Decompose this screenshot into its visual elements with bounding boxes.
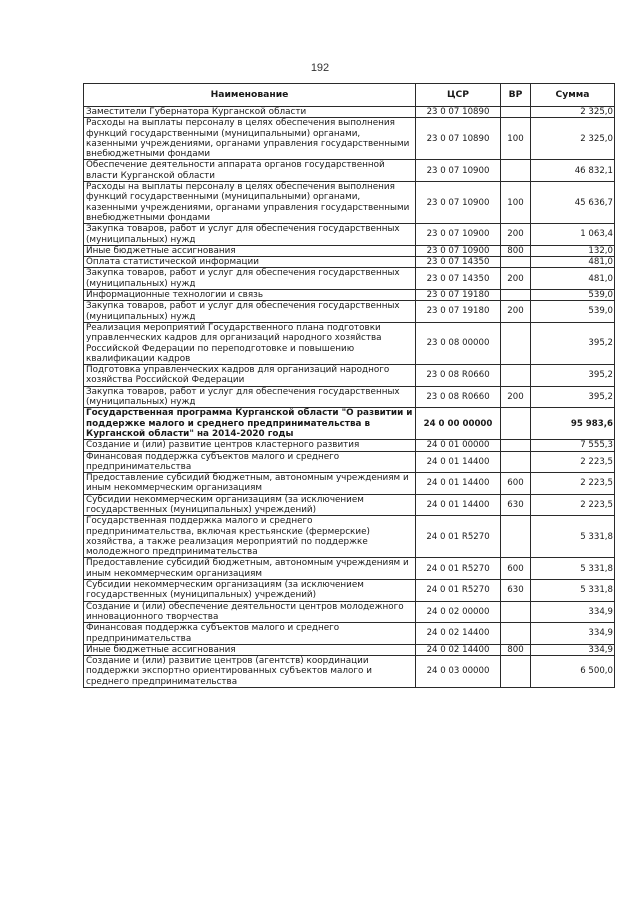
row-csr-cell: 24 0 02 14400 bbox=[416, 644, 501, 655]
table-row bbox=[84, 107, 615, 118]
row-sum-cell: 5 331,8 bbox=[531, 580, 615, 602]
row-csr-cell: 23 0 08 R0660 bbox=[416, 386, 501, 408]
table-row bbox=[84, 580, 615, 602]
row-name-cell: Иные бюджетные ассигнования bbox=[84, 644, 416, 655]
table-row bbox=[84, 365, 615, 387]
row-csr-cell: 24 0 00 00000 bbox=[416, 408, 501, 440]
table-row bbox=[84, 268, 615, 290]
row-name-cell: Финансовая поддержка субъектов малого и среднего предпринимательства bbox=[84, 451, 416, 473]
row-vr-cell: 630 bbox=[501, 494, 531, 516]
row-vr-cell bbox=[501, 160, 531, 182]
row-csr-cell: 23 0 07 19180 bbox=[416, 301, 501, 323]
row-sum-cell: 481,0 bbox=[531, 268, 615, 290]
row-name-cell: Предоставление субсидий бюджетным, автономным учреждениям и иным некоммерческим организациям bbox=[84, 473, 416, 495]
row-name-cell: Расходы на выплаты персоналу в целях обеспечения выполнения функций государственными (муниципальными) органами, казенными учреждениями, органами управления государственными внебюджетными фондами bbox=[84, 182, 416, 224]
row-sum-cell: 395,2 bbox=[531, 386, 615, 408]
row-name-cell: Иные бюджетные ассигнования bbox=[84, 245, 416, 256]
row-csr-cell: 24 0 01 14400 bbox=[416, 494, 501, 516]
row-csr-cell: 23 0 07 10900 bbox=[416, 182, 501, 224]
table-row bbox=[84, 451, 615, 473]
table-row bbox=[84, 644, 615, 655]
row-vr-cell bbox=[501, 516, 531, 558]
row-vr-cell bbox=[501, 656, 531, 688]
row-sum-cell: 5 331,8 bbox=[531, 516, 615, 558]
row-name-cell: Подготовка управленческих кадров для организаций народного хозяйства Российской Федерации bbox=[84, 365, 416, 387]
row-csr-cell: 24 0 01 14400 bbox=[416, 473, 501, 495]
table-header-row bbox=[84, 84, 615, 107]
row-sum-cell: 2 325,0 bbox=[531, 118, 615, 160]
row-name-cell: Реализация мероприятий Государственного плана подготовки управленческих кадров для организаций народного хозяйства Российской Федерации по переподготовке и повышению квалификации кадров bbox=[84, 322, 416, 364]
row-name-cell: Государственная поддержка малого и среднего предпринимательства, включая крестьянские (фермерские) хозяйства, а также реализация мероприятий по поддержке молодежного предпринимательства bbox=[84, 516, 416, 558]
row-sum-cell: 6 500,0 bbox=[531, 656, 615, 688]
row-csr-cell: 24 0 01 00000 bbox=[416, 440, 501, 451]
table-body bbox=[84, 107, 615, 688]
row-vr-cell: 600 bbox=[501, 558, 531, 580]
row-vr-cell: 200 bbox=[501, 268, 531, 290]
table-row bbox=[84, 408, 615, 440]
table-row bbox=[84, 257, 615, 268]
row-name-cell: Обеспечение деятельности аппарата органов государственной власти Курганской области bbox=[84, 160, 416, 182]
row-vr-cell bbox=[501, 601, 531, 623]
row-csr-cell: 23 0 08 00000 bbox=[416, 322, 501, 364]
row-sum-cell: 481,0 bbox=[531, 257, 615, 268]
row-csr-cell: 23 0 07 14350 bbox=[416, 268, 501, 290]
table-row bbox=[84, 473, 615, 495]
row-csr-cell: 24 0 02 14400 bbox=[416, 623, 501, 645]
row-vr-cell bbox=[501, 290, 531, 301]
row-vr-cell bbox=[501, 440, 531, 451]
row-sum-cell: 7 555,3 bbox=[531, 440, 615, 451]
table-row bbox=[84, 322, 615, 364]
table-row bbox=[84, 386, 615, 408]
row-name-cell: Государственная программа Курганской области "О развитии и поддержке малого и среднего предпринимательства в Курганской области" на 2014-2020 годы bbox=[84, 408, 416, 440]
row-vr-cell bbox=[501, 107, 531, 118]
row-name-cell: Закупка товаров, работ и услуг для обеспечения государственных (муниципальных) нужд bbox=[84, 224, 416, 246]
row-vr-cell: 600 bbox=[501, 473, 531, 495]
table-row bbox=[84, 245, 615, 256]
row-csr-cell: 24 0 01 R5270 bbox=[416, 558, 501, 580]
row-name-cell: Предоставление субсидий бюджетным, автономным учреждениям и иным некоммерческим организациям bbox=[84, 558, 416, 580]
row-name-cell: Оплата статистической информации bbox=[84, 257, 416, 268]
row-sum-cell: 395,2 bbox=[531, 365, 615, 387]
table-row bbox=[84, 160, 615, 182]
table-row bbox=[84, 656, 615, 688]
row-csr-cell: 23 0 07 10900 bbox=[416, 245, 501, 256]
row-sum-cell: 132,0 bbox=[531, 245, 615, 256]
row-sum-cell: 2 223,5 bbox=[531, 451, 615, 473]
row-vr-cell: 200 bbox=[501, 301, 531, 323]
row-name-cell: Создание и (или) развитие центров (агентств) координации поддержки экспортно ориентированных субъектов малого и среднего предпринимательства bbox=[84, 656, 416, 688]
row-vr-cell: 200 bbox=[501, 386, 531, 408]
row-csr-cell: 24 0 01 R5270 bbox=[416, 580, 501, 602]
row-vr-cell: 100 bbox=[501, 182, 531, 224]
row-vr-cell bbox=[501, 623, 531, 645]
row-csr-cell: 23 0 07 10890 bbox=[416, 118, 501, 160]
row-name-cell: Заместители Губернатора Курганской области bbox=[84, 107, 416, 118]
row-sum-cell: 95 983,6 bbox=[531, 408, 615, 440]
row-name-cell: Закупка товаров, работ и услуг для обеспечения государственных (муниципальных) нужд bbox=[84, 301, 416, 323]
row-vr-cell: 800 bbox=[501, 644, 531, 655]
row-vr-cell bbox=[501, 365, 531, 387]
header-sum: Сумма bbox=[531, 84, 615, 107]
row-sum-cell: 539,0 bbox=[531, 290, 615, 301]
row-sum-cell: 5 331,8 bbox=[531, 558, 615, 580]
table-row bbox=[84, 290, 615, 301]
row-vr-cell: 800 bbox=[501, 245, 531, 256]
row-sum-cell: 2 223,5 bbox=[531, 494, 615, 516]
row-name-cell: Субсидии некоммерческим организациям (за исключением государственных (муниципальных) учреждений) bbox=[84, 494, 416, 516]
table-row bbox=[84, 601, 615, 623]
row-name-cell: Расходы на выплаты персоналу в целях обеспечения выполнения функций государственными (муниципальными) органами, казенными учреждениями, органами управления государственными внебюджетными фондами bbox=[84, 118, 416, 160]
table-row bbox=[84, 558, 615, 580]
table-row bbox=[84, 623, 615, 645]
table-row bbox=[84, 224, 615, 246]
row-csr-cell: 24 0 03 00000 bbox=[416, 656, 501, 688]
row-csr-cell: 24 0 01 14400 bbox=[416, 451, 501, 473]
header-csr: ЦСР bbox=[416, 84, 501, 107]
row-sum-cell: 2 223,5 bbox=[531, 473, 615, 495]
table-row bbox=[84, 118, 615, 160]
row-sum-cell: 334,9 bbox=[531, 644, 615, 655]
row-sum-cell: 45 636,7 bbox=[531, 182, 615, 224]
row-csr-cell: 24 0 02 00000 bbox=[416, 601, 501, 623]
budget-table bbox=[83, 83, 615, 688]
table-row bbox=[84, 182, 615, 224]
row-name-cell: Информационные технологии и связь bbox=[84, 290, 416, 301]
row-csr-cell: 23 0 08 R0660 bbox=[416, 365, 501, 387]
row-vr-cell bbox=[501, 408, 531, 440]
row-sum-cell: 395,2 bbox=[531, 322, 615, 364]
row-vr-cell bbox=[501, 257, 531, 268]
row-name-cell: Финансовая поддержка субъектов малого и среднего предпринимательства bbox=[84, 623, 416, 645]
row-csr-cell: 24 0 01 R5270 bbox=[416, 516, 501, 558]
row-vr-cell bbox=[501, 451, 531, 473]
row-vr-cell bbox=[501, 322, 531, 364]
row-csr-cell: 23 0 07 10900 bbox=[416, 224, 501, 246]
row-vr-cell: 630 bbox=[501, 580, 531, 602]
page-number: 192 bbox=[310, 62, 330, 74]
header-vr: ВР bbox=[501, 84, 531, 107]
row-vr-cell: 200 bbox=[501, 224, 531, 246]
row-name-cell: Субсидии некоммерческим организациям (за исключением государственных (муниципальных) учреждений) bbox=[84, 580, 416, 602]
row-csr-cell: 23 0 07 10900 bbox=[416, 160, 501, 182]
row-name-cell: Создание и (или) обеспечение деятельности центров молодежного инновационного творчества bbox=[84, 601, 416, 623]
row-name-cell: Создание и (или) развитие центров кластерного развития bbox=[84, 440, 416, 451]
row-sum-cell: 1 063,4 bbox=[531, 224, 615, 246]
row-csr-cell: 23 0 07 19180 bbox=[416, 290, 501, 301]
row-name-cell: Закупка товаров, работ и услуг для обеспечения государственных (муниципальных) нужд bbox=[84, 386, 416, 408]
row-vr-cell: 100 bbox=[501, 118, 531, 160]
row-sum-cell: 539,0 bbox=[531, 301, 615, 323]
table-row bbox=[84, 516, 615, 558]
row-sum-cell: 46 832,1 bbox=[531, 160, 615, 182]
table-row bbox=[84, 301, 615, 323]
table-row bbox=[84, 440, 615, 451]
row-csr-cell: 23 0 07 14350 bbox=[416, 257, 501, 268]
row-sum-cell: 334,9 bbox=[531, 601, 615, 623]
row-name-cell: Закупка товаров, работ и услуг для обеспечения государственных (муниципальных) нужд bbox=[84, 268, 416, 290]
table-row bbox=[84, 494, 615, 516]
row-csr-cell: 23 0 07 10890 bbox=[416, 107, 501, 118]
header-name: Наименование bbox=[84, 84, 416, 107]
row-sum-cell: 334,9 bbox=[531, 623, 615, 645]
row-sum-cell: 2 325,0 bbox=[531, 107, 615, 118]
budget-table-container bbox=[83, 83, 614, 688]
